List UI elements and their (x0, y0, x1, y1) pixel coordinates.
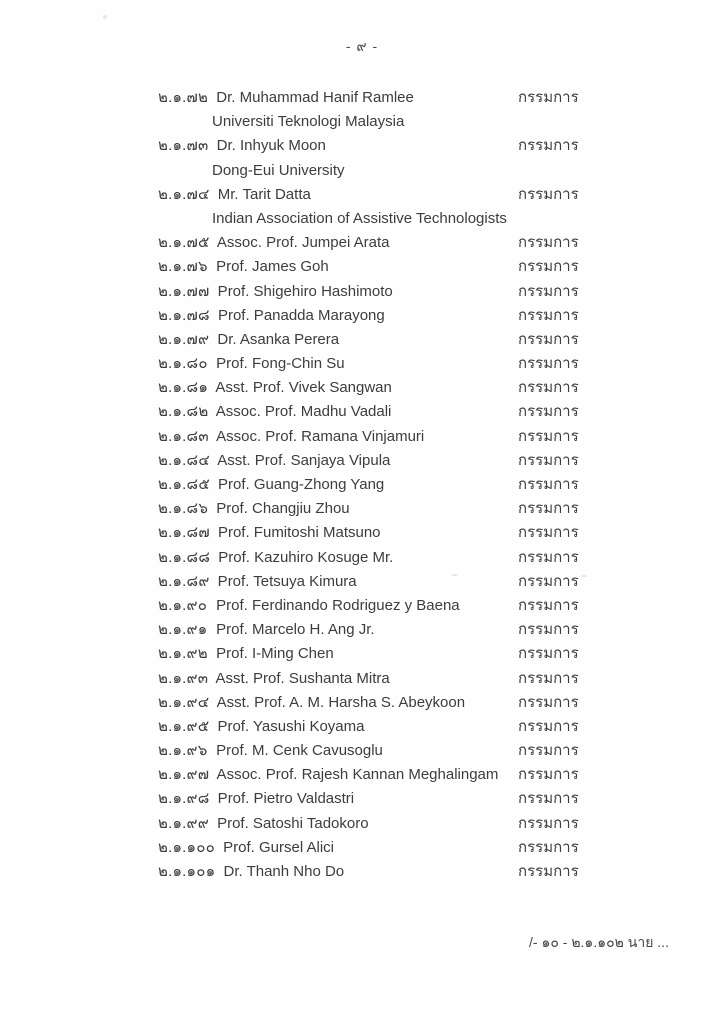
item-role: กรรมการ (518, 524, 579, 542)
item-role: กรรมการ (518, 766, 579, 784)
item-number: ๒.๑.๗๕ (158, 234, 210, 252)
item-role: กรรมการ (518, 790, 579, 808)
item-name: Prof. Kazuhiro Kosuge Mr. (214, 548, 394, 566)
item-number: ๒.๑.๗๖ (158, 258, 208, 276)
item-number: ๒.๑.๗๓ (158, 137, 209, 155)
list-item (158, 715, 724, 739)
item-role: กรรมการ (518, 234, 579, 252)
item-role: กรรมการ (518, 185, 579, 203)
list-item (158, 280, 724, 304)
item-number: ๒.๑.๘๙ (158, 572, 210, 590)
list-item (158, 642, 724, 666)
item-name: Assoc. Prof. Jumpei Arata (213, 234, 390, 252)
item-role: กรรมการ (518, 403, 579, 421)
list-item (158, 860, 724, 884)
item-number: ๒.๑.๙๔ (158, 693, 210, 711)
item-name: Prof. Guang-Zhong Yang (213, 476, 385, 493)
item-role: กรรมการ (518, 742, 579, 760)
item-role: กรรมการ (518, 451, 579, 469)
list-item (158, 691, 724, 715)
item-number: ๒.๑.๙๒ (158, 645, 208, 663)
scan-artifact (452, 574, 458, 576)
item-number: ๒.๑.๘๓ (158, 427, 209, 445)
item-name: Dr. Asanka Perera (213, 330, 340, 348)
item-role: กรรมการ (518, 258, 579, 276)
item-name: Asst. Prof. Sanjaya Vipula (213, 451, 391, 469)
item-affiliation: Dong-Eui University (212, 161, 345, 179)
list-item (158, 255, 724, 279)
item-name: Prof. Gursel Alici (218, 838, 335, 856)
list-item (158, 497, 724, 521)
item-number: ๒.๑.๙๕ (158, 717, 210, 735)
item-name: Dr. Thanh Nho Do (219, 863, 345, 880)
item-number: ๒.๑.๑๐๐ (158, 838, 215, 856)
list-item (158, 618, 724, 642)
item-name: Prof. Ferdinando Rodriguez y Baena (212, 596, 460, 614)
list-item (158, 134, 724, 158)
item-number: ๒.๑.๙๖ (158, 742, 208, 760)
item-affiliation: Indian Association of Assistive Technologists (212, 209, 507, 227)
item-number: ๒.๑.๘๕ (158, 476, 210, 493)
list-item (158, 400, 724, 424)
item-name: Mr. Tarit Datta (213, 185, 311, 203)
item-role: กรรมการ (518, 548, 579, 566)
item-number: ๒.๑.๘๘ (158, 548, 211, 566)
item-number: ๒.๑.๙๗ (158, 766, 210, 784)
item-name: Prof. Pietro Valdastri (213, 790, 355, 808)
item-number: ๒.๑.๙๐ (158, 596, 208, 614)
item-name: Prof. Yasushi Koyama (213, 717, 365, 735)
list-item (158, 739, 724, 763)
scan-artifact (581, 575, 587, 577)
item-number: ๒.๑.๗๘ (158, 306, 210, 324)
list-item (158, 787, 724, 811)
item-name: Prof. I-Ming Chen (212, 645, 334, 663)
item-role: กรรมการ (518, 500, 579, 518)
item-name: Prof. M. Cenk Cavusoglu (212, 742, 383, 760)
item-number: ๒.๑.๗๙ (158, 330, 210, 348)
item-role: กรรมการ (518, 814, 579, 832)
list-item (158, 352, 724, 376)
list-item (158, 667, 724, 691)
item-role: กรรมการ (518, 621, 579, 639)
list-item (158, 328, 724, 352)
item-name: Assoc. Prof. Ramana Vinjamuri (212, 427, 425, 445)
list-item-affiliation-row (158, 159, 724, 183)
item-number: ๒.๑.๘๒ (158, 403, 209, 421)
list-item (158, 376, 724, 400)
list-item (158, 449, 724, 473)
item-number: ๒.๑.๙๑ (158, 621, 208, 639)
list-item (158, 231, 724, 255)
item-role: กรรมการ (518, 572, 579, 590)
item-name: Dr. Inhyuk Moon (212, 137, 326, 155)
item-name: Dr. Muhammad Hanif Ramlee (212, 89, 414, 106)
item-number: ๒.๑.๗๗ (158, 282, 210, 300)
item-role: กรรมการ (518, 717, 579, 735)
item-name: Assoc. Prof. Madhu Vadali (212, 403, 392, 421)
item-role: กรรมการ (518, 669, 579, 687)
list-item (158, 304, 724, 328)
item-role: กรรมการ (518, 330, 579, 348)
item-name: Prof. Shigehiro Hashimoto (213, 282, 393, 300)
item-role: กรรมการ (518, 306, 579, 324)
item-name: Prof. Marcelo H. Ang Jr. (212, 621, 375, 639)
scan-artifact (103, 15, 107, 19)
list-item (158, 86, 724, 110)
list-item (158, 763, 724, 787)
item-name: Prof. Tetsuya Kimura (213, 572, 357, 590)
list-item (158, 570, 724, 594)
item-number: ๒.๑.๗๒ (158, 89, 209, 106)
item-affiliation: Universiti Teknologi Malaysia (212, 113, 405, 131)
list-item (158, 836, 724, 860)
list-item (158, 546, 724, 570)
item-number: ๒.๑.๑๐๑ (158, 863, 216, 880)
item-name: Asst. Prof. A. M. Harsha S. Abeykoon (213, 693, 466, 711)
item-role: กรรมการ (518, 137, 579, 155)
item-role: กรรมการ (518, 863, 579, 880)
item-number: ๒.๑.๘๐ (158, 355, 208, 373)
item-number: ๒.๑.๘๑ (158, 379, 209, 397)
item-role: กรรมการ (518, 596, 579, 614)
item-role: กรรมการ (518, 645, 579, 663)
item-number: ๒.๑.๙๘ (158, 790, 210, 808)
item-number: ๒.๑.๘๖ (158, 500, 209, 518)
list-item (158, 812, 724, 836)
item-name: Prof. Fumitoshi Matsuno (213, 524, 381, 542)
item-name: Prof. Satoshi Tadokoro (212, 814, 369, 832)
item-number: ๒.๑.๗๔ (158, 185, 210, 203)
page-number: - ๙ - (345, 38, 379, 54)
item-name: Assoc. Prof. Rajesh Kannan Meghalingam (213, 766, 499, 784)
item-name: Prof. Panadda Marayong (213, 306, 385, 324)
item-role: กรรมการ (518, 427, 579, 445)
item-number: ๒.๑.๘๔ (158, 451, 210, 469)
item-role: กรรมการ (518, 838, 579, 856)
item-name: Asst. Prof. Sushanta Mitra (212, 669, 390, 687)
item-name: Prof. Fong-Chin Su (212, 355, 345, 373)
list-item (158, 521, 724, 545)
list-item (158, 594, 724, 618)
item-number: ๒.๑.๙๙ (158, 814, 209, 832)
footer-continuation-note: /- ๑๐ - ๒.๑.๑๐๒ นาย ... (529, 934, 669, 950)
item-number: ๒.๑.๙๓ (158, 669, 209, 687)
list-item (158, 183, 724, 207)
committee-list (158, 86, 724, 884)
item-name: Prof. James Goh (212, 258, 329, 276)
item-name: Asst. Prof. Vivek Sangwan (212, 379, 392, 397)
list-item (158, 425, 724, 449)
item-role: กรรมการ (518, 476, 579, 493)
item-role: กรรมการ (518, 355, 579, 373)
item-number: ๒.๑.๘๗ (158, 524, 210, 542)
list-item (158, 473, 724, 497)
item-role: กรรมการ (518, 379, 579, 397)
list-item-affiliation-row (158, 110, 724, 134)
item-name: Prof. Changjiu Zhou (212, 500, 350, 518)
item-role: กรรมการ (518, 89, 579, 106)
list-item-affiliation-row (158, 207, 724, 231)
item-role: กรรมการ (518, 282, 579, 300)
item-role: กรรมการ (518, 693, 579, 711)
